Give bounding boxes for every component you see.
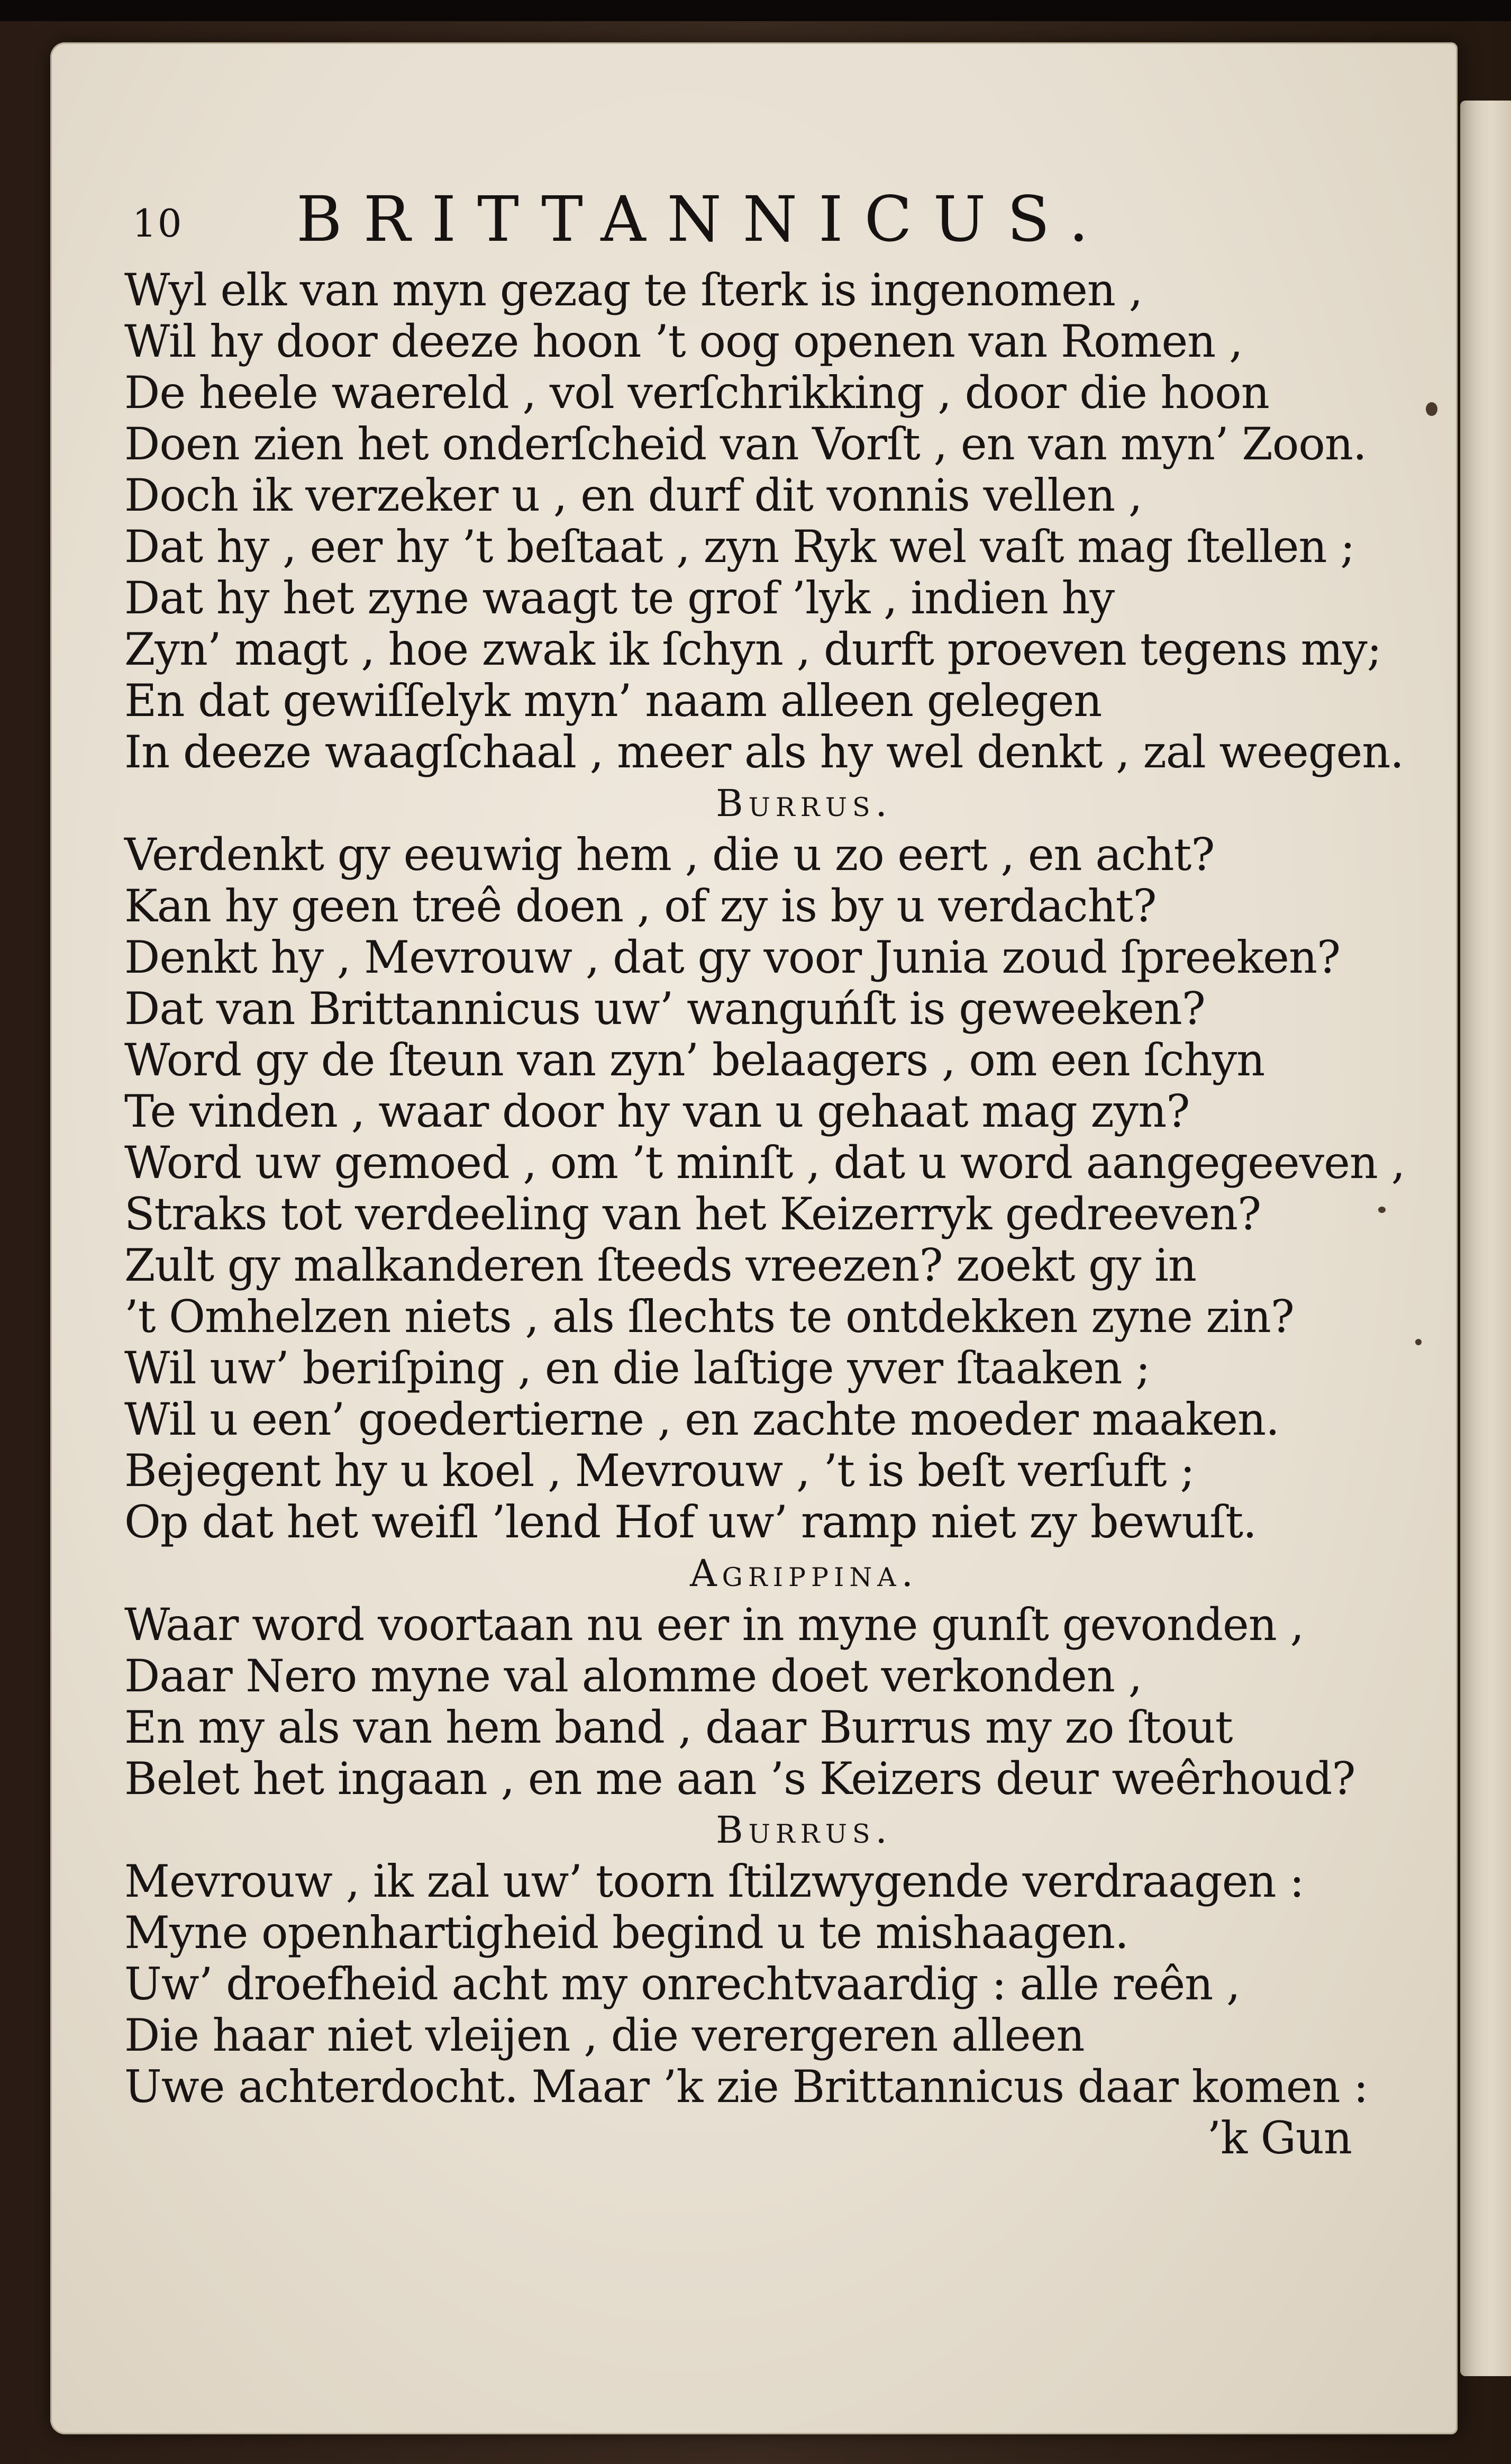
verse-line: Kan hy geen treê doen , of zy is by u verdacht? xyxy=(124,880,1157,932)
verse-line: Uwe achterdocht. Maar ’k zie Brittannicus daar komen : xyxy=(124,2061,1368,2113)
verse-line: Wil u een’ goedertierne , en zachte moeder maaken. xyxy=(124,1393,1279,1445)
verse-line: Doen zien het onderſcheid van Vorſt , en van myn’ Zoon. xyxy=(124,418,1367,470)
verse-line: ’t Omhelzen niets , als ſlechts te ontdekken zyne zin? xyxy=(124,1291,1294,1343)
page-header xyxy=(95,183,1312,262)
verse-line: Myne openhartigheid begind u te mishaagen. xyxy=(124,1907,1128,1959)
verse-line: Wil hy door deeze hoon ’t oog openen van Romen , xyxy=(124,315,1243,367)
verse-line: Straks tot verdeeling van het Keizerryk gedreeven? xyxy=(124,1188,1261,1240)
page-blemish xyxy=(1378,1207,1386,1213)
page-blemish xyxy=(1426,402,1437,416)
speaker-heading: Burrus. xyxy=(716,782,893,825)
verse-line: Waar word voortaan nu eer in myne gunſt gevonden , xyxy=(124,1599,1304,1651)
verse-line: Mevrouw , ik zal uw’ toorn ſtilzwygende verdraagen : xyxy=(124,1855,1304,1907)
verse-line: Doch ik verzeker u , en durf dit vonnis vellen , xyxy=(124,469,1142,521)
verse-line: Word gy de ſteun van zyn’ belaagers , om een ſchyn xyxy=(124,1034,1265,1086)
facing-page-edge xyxy=(1460,101,1511,2376)
verse-line: Op dat het weifl ’lend Hof uw’ ramp niet zy bewuſt. xyxy=(124,1496,1257,1548)
speaker-heading: Burrus. xyxy=(716,1808,893,1852)
speaker-heading: Agrippina. xyxy=(690,1552,918,1595)
verse-line: Wil uw’ beriſping , en die laſtige yver ſtaaken ; xyxy=(124,1342,1150,1394)
verse-line: Dat hy , eer hy ’t beſtaat , zyn Ryk wel vaſt mag ſtellen ; xyxy=(124,521,1355,573)
verse-line: En my als van hem band , daar Burrus my zo ſtout xyxy=(124,1701,1233,1753)
verse-line: Die haar niet vleijen , die verergeren alleen xyxy=(124,2009,1085,2061)
verse-line: Dat hy het zyne waagt te grof ’lyk , indien hy xyxy=(124,572,1115,624)
running-title: BRITTANNICUS. xyxy=(296,183,1110,256)
verse-line: Denkt hy , Mevrouw , dat gy voor Junia zoud ſpreeken? xyxy=(124,931,1340,983)
verse-line: Belet het ingaan , en me aan ’s Keizers deur weêrhoud? xyxy=(124,1753,1355,1805)
verse-text xyxy=(124,264,1405,2164)
verse-line: Bejegent hy u koel , Mevrouw , ’t is beſt verſuft ; xyxy=(124,1445,1195,1497)
catchword: ’k Gun xyxy=(1207,2112,1352,2164)
scan-top-edge xyxy=(0,0,1511,21)
verse-line: Dat van Brittannicus uw’ wanguńſt is geweeken? xyxy=(124,983,1205,1035)
verse-line: Verdenkt gy eeuwig hem , die u zo eert , en acht? xyxy=(124,829,1215,881)
verse-line: In deeze waagſchaal , meer als hy wel denkt , zal weegen. xyxy=(124,726,1404,778)
page-number: 10 xyxy=(132,201,183,246)
verse-line: Zyn’ magt , hoe zwak ik ſchyn , durft proeven tegens my; xyxy=(124,623,1381,675)
verse-line: Te vinden , waar door hy van u gehaat mag zyn? xyxy=(124,1085,1190,1137)
verse-line: Zult gy malkanderen ſteeds vreezen? zoekt gy in xyxy=(124,1239,1197,1291)
verse-line: Uw’ droefheid acht my onrechtvaardig : alle reên , xyxy=(124,1958,1240,2010)
verse-line: De heele waereld , vol verſchrikking , door die hoon xyxy=(124,367,1269,419)
verse-line: Daar Nero myne val alomme doet verkonden , xyxy=(124,1650,1142,1702)
page-blemish xyxy=(1415,1339,1422,1345)
verse-line: Word uw gemoed , om ’t minſt , dat u word aangegeeven , xyxy=(124,1137,1405,1189)
verse-line: En dat gewiſſelyk myn’ naam alleen gelegen xyxy=(124,675,1102,727)
verse-line: Wyl elk van myn gezag te ſterk is ingenomen , xyxy=(124,264,1143,316)
